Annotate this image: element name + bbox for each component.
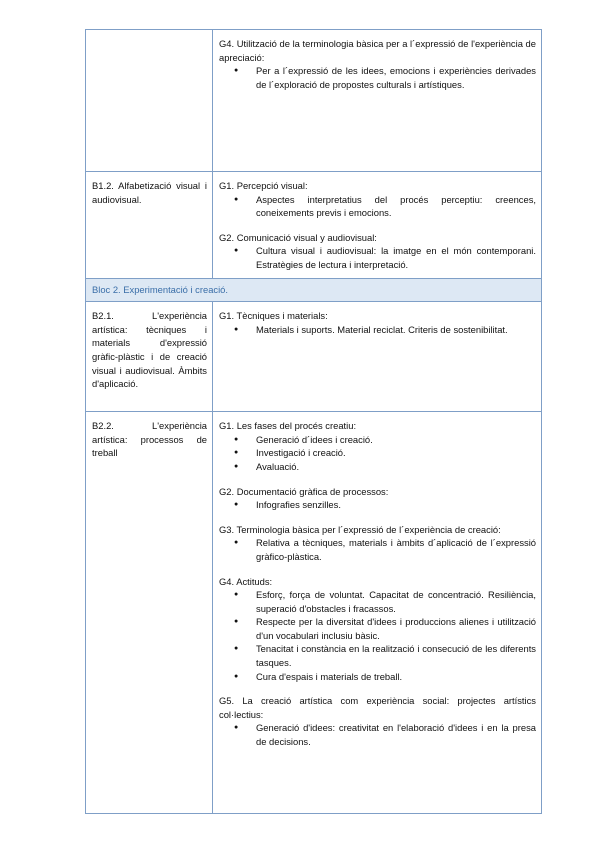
bullet-list <box>219 64 536 91</box>
bullet-item: ● Generació d´idees i creació. <box>219 433 536 447</box>
block-label-cell <box>86 30 213 172</box>
content-group <box>219 309 536 336</box>
content-group <box>219 694 536 748</box>
bullet-item: ● Respecte per la diversitat d'idees i produccions alienes i utilització d'un vocabulari inclusiu bàsic. <box>219 615 536 642</box>
content-group <box>219 523 536 564</box>
group-heading: G1. Tècniques i materials: <box>219 310 328 322</box>
content-row <box>86 30 542 172</box>
bullet-item: ● Aspectes interpretatius del procés perceptiu: creences, coneixements previs i emocions. <box>219 193 536 220</box>
group-heading: G2. Documentació gràfica de processos: <box>219 485 389 497</box>
content-cell <box>213 30 542 172</box>
bullet-list <box>219 193 536 220</box>
bullet-item: ● Cultura visual i audiovisual: la imatge en el món contemporani. Estratègies de lectura i interpretació. <box>219 244 536 271</box>
bullet-item: ● Investigació i creació. <box>219 446 536 460</box>
bloc-heading: Bloc 2. Experimentació i creació. <box>86 278 542 302</box>
group-heading: G1. Percepció visual: <box>219 180 308 191</box>
bullet-list <box>219 323 536 337</box>
content-cell <box>213 302 542 412</box>
bloc-row <box>86 278 542 302</box>
bullet-item: ● Infografies senzilles. <box>219 498 536 512</box>
bullet-item: ● Avaluació. <box>219 460 536 474</box>
bullet-item: ● Esforç, força de voluntat. Capacitat de concentració. Resiliència, superació d'obstacles i fracassos. <box>219 588 536 615</box>
block-label: B2.1. L'experiència artística: tècniques i materials d'expressió gràfic-plàstic i de creació visual i audiovisual. Àmbits d'aplicació. <box>92 310 207 390</box>
bullet-list <box>219 498 536 512</box>
bullet-list <box>219 433 536 474</box>
bullet-item: ● Tenacitat i constància en la realització i consecució de les diferents tasques. <box>219 642 536 669</box>
bullet-item: ● Cura d'espais i materials de treball. <box>219 670 536 684</box>
bullet-item: ● Generació d'idees: creativitat en l'elaboració d'idees i en la presa de decisions. <box>219 721 536 748</box>
group-heading: G3. Terminologia bàsica per l´expressió de l´experiència de creació: <box>219 523 501 535</box>
content-row <box>86 412 542 814</box>
content-group <box>219 575 536 684</box>
bullet-list <box>219 588 536 683</box>
bullet-item: ● Relativa a tècniques, materials i àmbits d´aplicació de l´expressió gràfico-plàstica. <box>219 536 536 563</box>
block-label-cell <box>86 172 213 279</box>
content-group <box>219 179 536 220</box>
bullet-list <box>219 244 536 271</box>
block-label: B2.2. L'experiència artística: processos de treball <box>92 420 207 459</box>
content-row <box>86 172 542 279</box>
group-heading: G4. Actituds: <box>219 575 273 587</box>
content-row <box>86 302 542 412</box>
curriculum-table <box>85 29 542 814</box>
content-group <box>219 419 536 473</box>
bullet-item: ● Materials i suports. Material reciclat. Criteris de sostenibilitat. <box>219 323 536 337</box>
group-heading: G1. Les fases del procés creatiu: <box>219 420 357 432</box>
content-group <box>219 37 536 91</box>
bullet-list <box>219 536 536 563</box>
content-group <box>219 231 536 272</box>
block-label: B1.2. Alfabetizació visual i audiovisual. <box>92 180 207 205</box>
curriculum-table-body <box>86 30 542 814</box>
content-group <box>219 485 536 512</box>
group-heading: G2. Comunicació visual y audiovisual: <box>219 231 377 243</box>
bullet-list <box>219 721 536 748</box>
group-heading: G5. La creació artística com experiència social: projectes artístics col·lectius: <box>219 695 536 720</box>
group-heading: G4. Utilització de la terminologia bàsica per a l´expressió de l'experiència de apreciació: <box>219 38 536 63</box>
bullet-item: ● Per a l´expressió de les idees, emocions i experiències derivades de l´exploració de propostes culturals i artístiques. <box>219 64 536 91</box>
block-label-cell <box>86 412 213 814</box>
content-cell <box>213 412 542 814</box>
block-label-cell <box>86 302 213 412</box>
content-cell <box>213 172 542 279</box>
